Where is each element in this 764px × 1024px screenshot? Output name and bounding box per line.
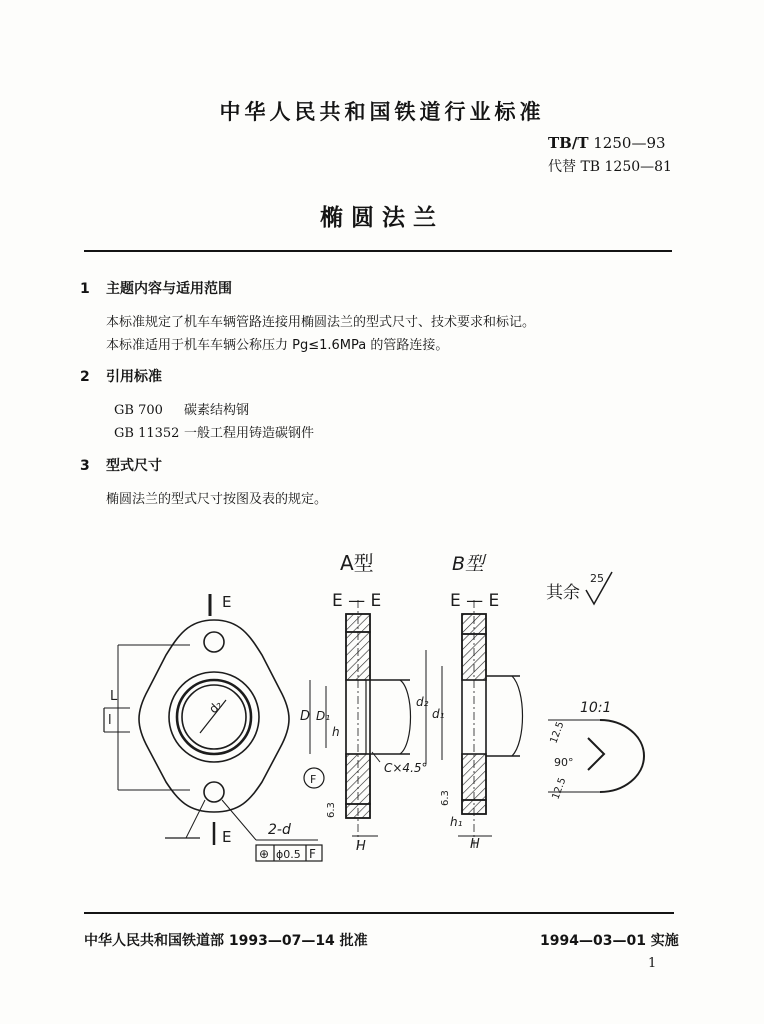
dim-H-label-b: H: [470, 837, 480, 852]
roughness-note: 其余: [546, 583, 580, 603]
implementation-date: 1994—03—01 实施: [540, 933, 679, 949]
dim-l-label: l: [108, 713, 112, 728]
roughness-value: 25: [590, 572, 604, 585]
hole-callout: 2-d: [268, 822, 291, 838]
section-a-roughness: 6.3: [326, 802, 337, 818]
plan-section-mark-bottom: E: [222, 828, 232, 846]
flange-technical-drawing: [84, 540, 684, 870]
approval-line: 中华人民共和国铁道部 1993—07—14 批准: [84, 933, 368, 949]
dim-h1-label: h₁: [450, 815, 463, 829]
flange-plan-view: [104, 594, 322, 861]
reference-row: GB 700 碳素结构钢: [114, 403, 250, 418]
footer-divider: [84, 912, 674, 914]
section-b-label: E — E: [450, 591, 500, 611]
section-3-paragraph-1: 椭圆法兰的型式尺寸按图及表的规定。: [106, 492, 328, 507]
header-divider: [84, 250, 672, 252]
type-b-section-view: [426, 600, 523, 850]
detail-roughness-b: 12.5: [550, 776, 569, 802]
dim-d2-b-label: d₂: [416, 695, 429, 709]
chamfer-label: C×4.5°: [384, 761, 428, 775]
tolerance-symbol: ⊕: [259, 847, 270, 861]
tolerance-value: ϕ0.5: [276, 848, 301, 861]
standard-code: TB/T 1250—93: [548, 134, 666, 152]
issuing-organization: 中华人民共和国铁道行业标准: [219, 100, 545, 124]
section-b-roughness: 6.3: [440, 790, 451, 806]
section-a-label: E — E: [332, 591, 382, 611]
section-3-heading: 3 型式尺寸: [80, 458, 162, 474]
detail-angle: 90°: [554, 756, 574, 769]
detail-scale: 10:1: [580, 700, 612, 716]
dim-d2-label: d₂: [206, 697, 225, 717]
section-2-heading: 2 引用标准: [80, 369, 162, 385]
type-a-label: A型: [340, 551, 374, 575]
dim-d1-label: d₁: [432, 707, 445, 721]
dim-L-label: L: [110, 689, 118, 704]
dim-D1-label: D₁: [316, 709, 331, 723]
datum-F-label: F: [310, 773, 317, 786]
dim-D-label: D: [300, 709, 311, 724]
reference-row: GB 11352 一般工程用铸造碳钢件: [114, 426, 315, 441]
section-1-heading: 1 主题内容与适用范围: [80, 281, 232, 297]
page-number: 1: [648, 956, 657, 971]
dim-H-label-a: H: [356, 839, 366, 854]
plan-section-mark-top: E: [222, 593, 232, 611]
tolerance-datum: F: [309, 847, 316, 861]
section-1-paragraph-1: 本标准规定了机车车辆管路连接用椭圆法兰的型式尺寸、技术要求和标记。: [106, 315, 536, 330]
document-title: 椭圆法兰: [320, 205, 444, 231]
replaced-standard: 代替 TB 1250—81: [548, 159, 672, 175]
dim-h-label: h: [332, 725, 340, 739]
section-1-paragraph-2: 本标准适用于机车车辆公称压力 Pg≤1.6MPa 的管路连接。: [106, 338, 449, 353]
type-b-label: B型: [452, 553, 485, 575]
detail-roughness-a: 12.5: [548, 720, 567, 746]
